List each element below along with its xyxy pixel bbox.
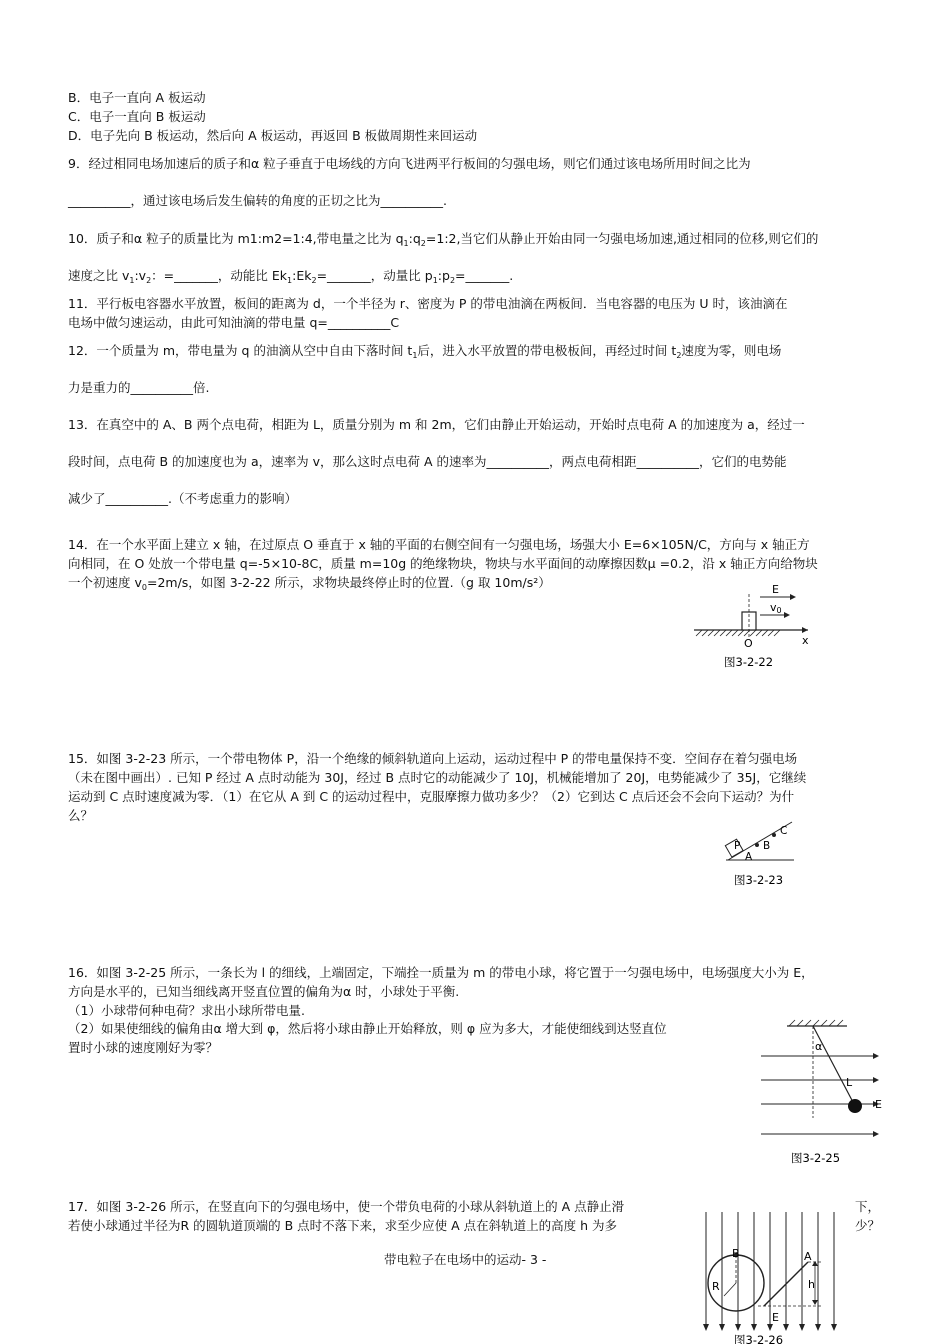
label-A: A — [804, 1250, 812, 1263]
caption-3-2-23: 图3-2-23 — [734, 873, 784, 887]
caption-3-2-26: 图3-2-26 — [734, 1333, 784, 1344]
q15-line3: 运动到 C 点时速度减为零．（1）在它从 A 到 C 的运动过程中，克服摩擦力做功多少？（2）它到达 C 点后还会不会向下运动？为什 — [68, 789, 795, 804]
caption-3-2-25: 图3-2-25 — [791, 1151, 841, 1165]
q11-line2: 电场中做匀速运动，由此可知油滴的带电量 q=__________C — [68, 315, 400, 330]
q8-option-d: D．电子先向 B 板运动，然后向 A 板运动，再返回 B 板做周期性来回运动 — [68, 128, 478, 143]
q17-line1: 17．如图 3-2-26 所示，在竖直向下的匀强电场中，使一个带负电荷的小球从斜轨道上的 A 点静止滑 — [68, 1199, 625, 1214]
q8-option-b: B．电子一直向 A 板运动 — [68, 90, 206, 105]
figure-3-2-26 — [698, 1208, 848, 1344]
q12-line1: 12．一个质量为 m，带电量为 q 的油滴从空中自由下落时间 $t_1$后，进入水平放置的带电极板间，再经过时间 $t_2$速度为零，则电场 — [68, 343, 782, 360]
q11-line1: 11．平行板电容器水平放置，板间的距离为 d，一个半径为 r、密度为 P 的带电油滴在两板间．当电容器的电压为 U 时，该油滴在 — [68, 296, 788, 311]
q14-line3: 一个初速度 $v_0=2m/s$，如图 3-2-22 所示，求物块最终停止时的位置.（g 取 10m/s²） — [68, 575, 551, 592]
label-O: O — [744, 637, 753, 650]
q17-line1-end: 下， — [855, 1199, 881, 1214]
q17-line2-end: 少？ — [855, 1218, 881, 1233]
q10-line1: 10．质子和α 粒子的质量比为 m1:m2=1:4,带电量之比为 $q_1:q_2=1:2$,当它们从静止开始由同一匀强电场加速,通过相同的位移,则它们的 — [68, 231, 819, 248]
label-alpha: α — [815, 1040, 823, 1053]
q8-option-c: C．电子一直向 B 板运动 — [68, 109, 206, 124]
label-A: A — [745, 851, 753, 863]
q16-line1: 16．如图 3-2-25 所示，一条长为 l 的细线，上端固定，下端拴一质量为 m 的带电小球，将它置于一匀强电场中，电场强度大小为 E， — [68, 965, 814, 980]
q10-line2: 速度之比 $v_1:v_2$：=_______，动能比 $Ek_1:Ek_2=\_\_\_\_\_\_\_$，动量比 $p_1:p_2=\_\_\_\_\_\_\_$. — [68, 268, 514, 285]
q16-line2: 方向是水平的，已知当细线离开竖直位置的偏角为α 时，小球处于平衡. — [68, 984, 460, 999]
label-v0: v0 — [770, 601, 782, 615]
caption-3-2-22: 图3-2-22 — [724, 655, 774, 669]
page-footer: 带电粒子在电场中的运动- 3 - — [384, 1252, 547, 1267]
q15-line2: （未在图中画出）. 已知 P 经过 A 点时动能为 30J，经过 B 点时它的动能减少了 10J，机械能增加了 20J，电势能减少了 35J，它继续 — [68, 770, 807, 785]
q17-line2: 若使小球通过半径为R 的圆轨道顶端的 B 点时不落下来，求至少应使 A 点在斜轨道上的高度 h 为多 — [68, 1218, 618, 1233]
q16-line3: （1）小球带何种电荷？求出小球所带电量. — [68, 1003, 305, 1018]
label-C: C — [780, 825, 788, 837]
q15-line4: 么？ — [68, 808, 94, 823]
q13-line1: 13．在真空中的 A、B 两个点电荷，相距为 L，质量分别为 m 和 2m，它们由静止开始运动，开始时点电荷 A 的加速度为 a，经过一 — [68, 417, 805, 432]
q9-line2: __________，通过该电场后发生偏转的角度的正切之比为__________. — [68, 193, 447, 208]
q16-line4: （2）如果使细线的偏角由α 增大到 φ，然后将小球由静止开始释放，则 φ 应为多大，才能使细线到达竖直位 — [68, 1021, 667, 1036]
q14-line1: 14．在一个水平面上建立 x 轴，在过原点 O 垂直于 x 轴的平面的右侧空间有一匀强电场，场强大小 E=6×105N/C，方向与 x 轴正方 — [68, 537, 810, 552]
q13-line2: 段时间，点电荷 B 的加速度也为 a，速率为 v，那么这时点电荷 A 的速率为__________，两点电荷相距__________，它们的电势能 — [68, 454, 787, 469]
q12-line2: 力是重力的__________倍. — [68, 380, 210, 395]
label-x: x — [802, 634, 809, 647]
q9-line1: 9．经过相同电场加速后的质子和α 粒子垂直于电场线的方向飞进两平行板间的匀强电场，则它们通过该电场所用时间之比为 — [68, 156, 751, 171]
label-B: B — [763, 840, 771, 852]
q16-line5: 置时小球的速度刚好为零？ — [68, 1040, 219, 1055]
label-E: E — [772, 583, 779, 596]
label-E: E — [875, 1098, 882, 1111]
figure-3-2-23 — [720, 812, 830, 892]
label-h: h — [808, 1278, 815, 1291]
q15-line1: 15．如图 3-2-23 所示，一个带电物体 P，沿一个绝缘的倾斜轨道向上运动，运动过程中 P 的带电量保持不变．空间存在着匀强电场 — [68, 751, 798, 766]
figure-3-2-22 — [690, 580, 820, 672]
q14-line2: 向相同，在 O 处放一个带电量 q=-5×10-8C，质量 m=10g 的绝缘物块，物块与水平面间的动摩擦因数μ =0.2，沿 x 轴正方向给物块 — [68, 556, 818, 571]
label-P: P — [734, 840, 741, 852]
label-B: B — [732, 1247, 740, 1260]
label-L: L — [846, 1076, 853, 1089]
q13-line3: 减少了__________.（不考虑重力的影响） — [68, 491, 297, 506]
label-R: R — [712, 1280, 720, 1293]
label-E: E — [772, 1311, 779, 1324]
figure-3-2-25 — [755, 1018, 890, 1170]
